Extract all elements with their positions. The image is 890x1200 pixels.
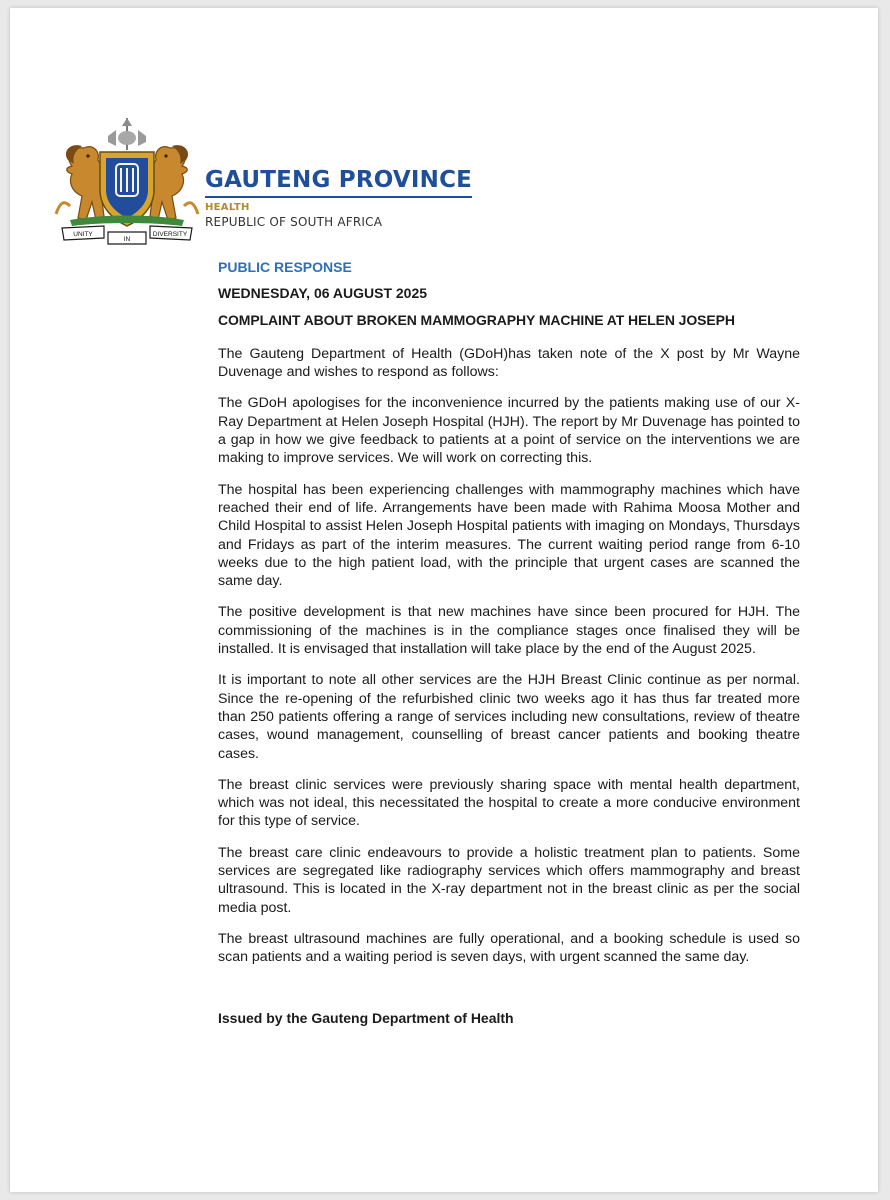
motto-diversity: DIVERSITY xyxy=(152,231,188,238)
paragraph: The positive development is that new machines have since been procured for HJH. The commissioning of the machines is in the compliance stages once finalised they will be installed. It is envisaged that installation will take place by the end of the August 2025. xyxy=(218,604,800,658)
release-label: PUBLIC RESPONSE xyxy=(218,259,352,275)
letterhead-brand xyxy=(205,166,472,229)
paragraph: The breast ultrasound machines are fully operational, and a booking schedule is used so scan patients and a waiting period is seven days, with urgent scanned the same day. xyxy=(218,930,800,966)
release-body xyxy=(218,258,800,1041)
motto-unity: UNITY xyxy=(73,231,93,238)
province-title: GAUTENG PROVINCE xyxy=(205,166,472,198)
paragraph: The breast care clinic endeavours to provide a holistic treatment plan to patients. Some services are segregated like radiography services which offers mammography and breast ultrasound. This is located in the X-ray department not in the breast clinic as per the social media post. xyxy=(218,844,800,916)
paragraph: The breast clinic services were previously sharing space with mental health department, which was not ideal, this necessitated the hospital to create a more conducive environment for this type of service. xyxy=(218,776,800,830)
country-name: REPUBLIC OF SOUTH AFRICA xyxy=(205,215,383,229)
release-headline: COMPLAINT ABOUT BROKEN MAMMOGRAPHY MACHINE AT HELEN JOSEPH xyxy=(218,311,735,328)
department-name: HEALTH xyxy=(205,202,250,213)
document-page xyxy=(10,8,878,1192)
issued-by: Issued by the Gauteng Department of Health xyxy=(218,1009,514,1026)
paragraph: The GDoH apologises for the inconvenience incurred by the patients making use of our X-Ray Department at Helen Joseph Hospital (HJH). The report by Mr Duvenage has pointed to a gap in how we give feedback to patients at a point of service on the interventions we are making to improve services. We will work on correcting this. xyxy=(218,395,800,467)
paragraph: The hospital has been experiencing challenges with mammography machines which have reached their end of life. Arrangements have been made with Rahima Moosa Mother and Child Hospital to assist Helen Joseph Hospital patients with imaging on Mondays, Thursdays and Fridays as part of the interim measures. The current waiting period range from 6-10 weeks due to the high patient load, with the principle that urgent cases are scanned the same day. xyxy=(218,481,800,590)
paragraph: The Gauteng Department of Health (GDoH)has taken note of the X post by Mr Wayne Duvenage and wishes to respond as follows: xyxy=(218,345,800,381)
paragraph: It is important to note all other services are the HJH Breast Clinic continue as per normal. Since the re-opening of the refurbished clinic two weeks ago it has thus far treated more than 250 patients offering a range of services including new consultations, review of theatre cases, wound management, counselling of breast cancer patients and booking theatre cases. xyxy=(218,672,800,762)
motto-in: IN xyxy=(123,236,131,243)
release-date: WEDNESDAY, 06 AUGUST 2025 xyxy=(218,285,428,302)
gauteng-coat-of-arms-logo xyxy=(42,116,212,246)
